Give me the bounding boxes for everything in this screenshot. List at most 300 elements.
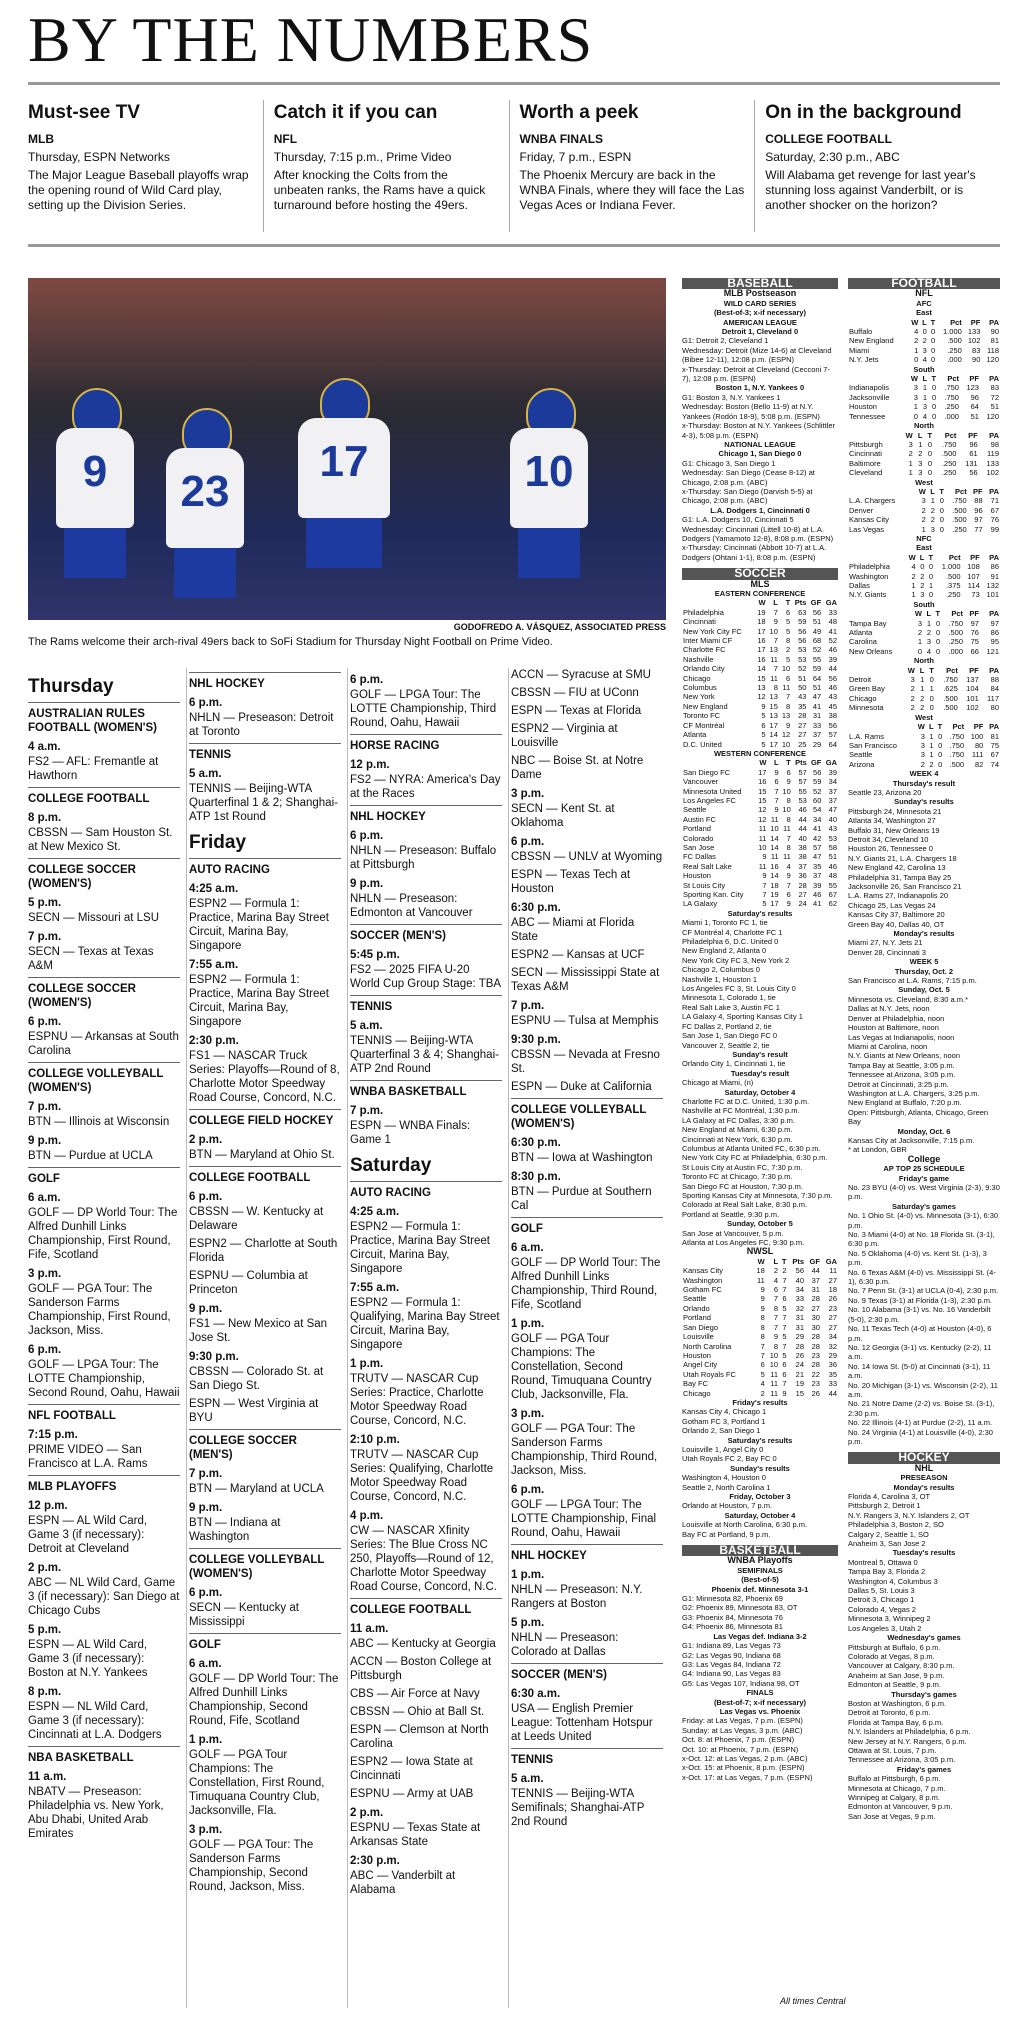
listing-event: SECN — Mississippi State at Texas A&M: [511, 967, 660, 993]
stat-subheading: WEEK 4: [909, 769, 939, 779]
listing-event: BTN — Purdue at Southern Cal: [511, 1186, 652, 1212]
standings-cell: 0: [939, 515, 944, 525]
standings-row: [682, 899, 838, 908]
standings-cell: 131: [965, 458, 978, 468]
listing-event: ESPN2 — Kansas at UCF: [511, 949, 645, 961]
standings-cell: 59: [812, 664, 822, 674]
standings-cell: 14: [770, 833, 779, 843]
standings-cell: 120: [986, 411, 999, 421]
stat-line: LA Galaxy at FC Dallas, 3:30 p.m.: [682, 1115, 795, 1125]
column-header: PF: [973, 722, 984, 732]
standings-cell: 28: [811, 1332, 820, 1342]
standings-row: [682, 1285, 838, 1294]
listing-time: 5 p.m.: [28, 897, 62, 909]
listing-event: ESPN — AL Wild Card, Game 3 (if necessary): Detroit at Cleveland: [28, 1515, 148, 1555]
standings-cell: 81: [990, 336, 999, 346]
stat-line: No. 10 Alabama (3-1) vs. No. 16 Vanderbilt (5-0), 2:30 p.m.: [848, 1305, 993, 1324]
standings-cell: 6: [786, 890, 791, 899]
stat-line: San Jose at Vancouver, 5 p.m.: [682, 1228, 784, 1238]
stat-subheading: (Best-of-7; x-if necessary): [713, 1697, 807, 1707]
sport-heading: GOLF: [28, 1167, 180, 1186]
stat-subheading: Sunday's results: [730, 1463, 790, 1473]
stat-line: Edmonton at Seattle, 9 p.m.: [848, 1680, 941, 1690]
listing-event: CBSSN — FIU at UConn: [511, 687, 639, 699]
conference-heading: EASTERN CONFERENCE: [714, 589, 806, 598]
standings-cell: 66: [970, 646, 979, 656]
stat-subheading: Tuesday's results: [892, 1548, 956, 1558]
standings-row: [848, 562, 1000, 571]
standings-cell: 86: [990, 562, 999, 572]
standings-cell: 67: [990, 750, 999, 760]
standings-cell: 0: [929, 675, 934, 685]
standings-cell: 53: [798, 645, 807, 655]
standings-row: [682, 843, 838, 852]
standings-cell: 29: [812, 739, 822, 749]
listing-event: ESPN — West Virginia at BYU: [189, 1398, 319, 1424]
listing-event: CBSSN — Ohio at Ball St.: [350, 1706, 485, 1718]
standings-row: [848, 675, 1000, 684]
standings-cell: 2: [920, 703, 925, 713]
stat-line: Las Vegas at Indianapolis, noon: [848, 1032, 955, 1042]
standings-cell: 14: [770, 871, 779, 881]
standings-cell: 99: [990, 524, 999, 534]
standings-cell: 38: [798, 852, 807, 862]
standings-cell: 2: [773, 1266, 779, 1276]
stat-line: G1: Boston 3, N.Y. Yankees 1: [682, 392, 781, 402]
standings-cell: 30: [811, 1322, 820, 1332]
column-header: PF: [968, 430, 978, 440]
standings-cell: 6: [786, 673, 791, 683]
team-name: Minnesota: [849, 703, 884, 713]
standings-cell: 28: [811, 1360, 820, 1370]
standings-cell: 111: [971, 750, 984, 760]
standings-cell: 23: [811, 1379, 820, 1389]
team-name: San Diego: [683, 1322, 719, 1332]
stat-subheading: (Best-of-3; x-if necessary): [713, 308, 807, 318]
stat-line: G5: Las Vegas 107, Indiana 98, OT: [682, 1678, 800, 1688]
standings-cell: 0: [938, 750, 943, 760]
standings-cell: 0: [931, 392, 937, 402]
stat-line: Winnipeg at Calgary, 8 p.m.: [848, 1793, 940, 1802]
standings-cell: 0: [914, 355, 919, 365]
sport-heading: HORSE RACING: [350, 734, 502, 753]
standings-row: [682, 824, 838, 833]
standings-cell: 37: [798, 861, 807, 871]
team-name: Detroit: [849, 675, 872, 685]
listing-event: TRUTV — NASCAR Cup Series: Qualifying, Charlotte Motor Speedway Road Course, Concord, N.C.: [350, 1449, 494, 1503]
stat-line: x-Thursday: Cincinnati (Abbott 10-7) at L.A. Dodgers (Ohtani 1-1), 8:08 p.m. (ESPN): [682, 543, 829, 562]
standings-cell: 3: [918, 468, 923, 478]
division-standings: [848, 487, 1000, 534]
listing-time: 6 p.m.: [28, 1016, 62, 1028]
listing-event: ESPN2 — Virginia at Louisville: [511, 723, 618, 749]
stat-line: No. 23 BYU (4-0) vs. West Virginia (2-3), 9:30 p.m.: [848, 1183, 1002, 1202]
feature-pick: [754, 100, 1000, 232]
listing-event: ESPN — WNBA Finals: Game 1: [350, 1120, 471, 1146]
standings-cell: 3: [918, 458, 923, 468]
standings-row: [848, 703, 1000, 712]
standings-row: [848, 402, 1000, 411]
standings-cell: 0: [931, 327, 936, 337]
stat-line: N.Y. Giants 21, L.A. Chargers 18: [848, 853, 957, 863]
standings-cell: 4: [786, 861, 791, 871]
standings-cell: 1: [920, 684, 925, 694]
standings-cell: 0: [939, 505, 944, 515]
stat-subheading: Sunday, Oct. 5: [898, 985, 950, 995]
standings-row: [848, 412, 1000, 421]
listing-event: BTN — Maryland at Ohio St.: [189, 1149, 335, 1161]
standings-cell: 1.000: [943, 327, 962, 337]
column-header: Pct: [955, 486, 967, 496]
standings-cell: 5: [762, 899, 767, 909]
standings-cell: 1: [930, 496, 935, 506]
sport-heading: COLLEGE SOCCER (WOMEN'S): [28, 858, 180, 891]
standings-cell: 2: [911, 571, 916, 581]
standings-cell: 5: [786, 626, 791, 636]
standings-row: [848, 506, 1000, 515]
stat-line: Philadelphia 31, Tampa Bay 25: [848, 872, 952, 882]
listing-event: ABC — Kentucky at Georgia: [350, 1638, 496, 1650]
jersey-number: 23: [180, 467, 230, 516]
column-header: PA: [989, 430, 999, 440]
standings-cell: 11: [770, 852, 779, 862]
sport-heading: COLLEGE VOLLEYBALL (WOMEN'S): [511, 1098, 663, 1131]
standings-cell: 3: [922, 345, 927, 355]
standings-cell: 0: [935, 628, 941, 638]
standings-cell: 55: [798, 786, 807, 796]
standings-row: [682, 1294, 838, 1303]
standings-cell: 11: [758, 833, 767, 843]
team-name: Seattle: [683, 805, 707, 815]
stat-line: Miami 1, Toronto FC 1, tie: [682, 918, 768, 928]
column-header: L: [919, 552, 925, 562]
standings-cell: 35: [828, 1369, 837, 1379]
stat-line: New Jersey at N.Y. Rangers, 6 p.m.: [848, 1736, 967, 1746]
standings-cell: 101: [986, 590, 999, 600]
standings-cell: 107: [967, 571, 980, 581]
standings-cell: 10: [769, 1350, 779, 1360]
stat-subheading: Wednesday's games: [887, 1633, 961, 1643]
standings-cell: 4: [914, 327, 919, 337]
team-name: Washington: [849, 571, 889, 581]
sport-heading: TENNIS: [189, 743, 341, 762]
standings-row: [682, 1332, 838, 1341]
standings-cell: 31: [811, 1285, 820, 1295]
sport-heading: TENNIS: [350, 995, 502, 1014]
standings-cell: 28: [798, 711, 807, 721]
listing-time: 4:25 a.m.: [350, 1206, 400, 1218]
listing-event: SECN — Kent St. at Oklahoma: [511, 803, 615, 829]
team-name: Philadelphia: [683, 607, 724, 617]
standings-cell: 7: [774, 795, 779, 805]
stat-line: Chicago 25, Las Vegas 24: [848, 900, 936, 910]
team-name: Washington: [683, 1275, 723, 1285]
standings-cell: 4: [773, 1275, 779, 1285]
listing-event: GOLF — LPGA Tour: The LOTTE Championship, Second Round, Oahu, Hawaii: [28, 1359, 180, 1399]
team-name: New England: [849, 336, 894, 346]
standings-cell: 96: [970, 392, 979, 402]
standings-cell: 3: [910, 675, 915, 685]
standings-cell: 26: [811, 1388, 820, 1398]
stat-line: No. 6 Texas A&M (4-0) vs. Mississippi St. (4-1), 6:30 p.m.: [848, 1267, 996, 1287]
standings-cell: 133: [986, 458, 999, 468]
listing-time: 6 a.m.: [28, 1192, 61, 1204]
standings-cell: 104: [966, 684, 979, 694]
standings-cell: 2: [782, 1266, 787, 1276]
standings-cell: 24: [798, 899, 807, 909]
standings-cell: 57: [813, 842, 822, 852]
team-name: Chicago: [849, 693, 877, 703]
standings-cell: 3: [922, 402, 928, 412]
stat-line: New England at Miami, 6:30 p.m.: [682, 1125, 793, 1135]
listing-time: 9 p.m.: [350, 878, 384, 890]
standings-cell: 15: [769, 701, 778, 711]
column-header: L: [930, 486, 935, 496]
standings-cell: 76: [970, 628, 979, 638]
standings-cell: 0: [928, 562, 934, 572]
standings-cell: 11: [770, 1379, 779, 1389]
standings-cell: 11: [770, 654, 778, 664]
stat-line: Houston 26, Tennessee 0: [848, 844, 933, 854]
standings-row: [682, 815, 838, 824]
standings-cell: 2: [921, 515, 926, 525]
standings-cell: 29: [828, 1350, 837, 1360]
column-header: PA: [989, 722, 999, 732]
standings-cell: 44: [828, 664, 837, 674]
title-rule: [28, 82, 1000, 85]
column-header: Pct: [950, 317, 962, 327]
sport-heading: COLLEGE VOLLEYBALL (WOMEN'S): [28, 1062, 180, 1095]
standings-cell: 32: [828, 1341, 837, 1351]
stat-line: New York City FC 3, New York 2: [682, 955, 790, 965]
standings-cell: 3: [920, 750, 925, 760]
listing-event: ESPNU — Columbia at Princeton: [189, 1270, 308, 1296]
standings-cell: 9: [774, 805, 779, 815]
standings-cell: 31: [812, 711, 822, 721]
standings-cell: 7: [782, 1313, 787, 1323]
column-header: W: [905, 430, 913, 440]
listing-time: 5 p.m.: [28, 1624, 62, 1636]
standings-cell: 82: [974, 759, 984, 769]
standings-cell: 2: [910, 684, 915, 694]
column-header: PA: [989, 609, 999, 619]
column-header: L: [773, 1256, 779, 1266]
standings-cell: 76: [990, 515, 999, 525]
standings-cell: 63: [798, 607, 807, 617]
listing-time: 6:30 p.m.: [511, 902, 561, 914]
standings-cell: 10: [781, 739, 791, 749]
standings-cell: .250: [947, 345, 962, 355]
column-header: W: [918, 486, 926, 496]
stat-line: Tennessee at Arizona, 3:05 p.m.: [848, 1070, 956, 1080]
standings-cell: 96: [974, 505, 983, 515]
column-header: L: [919, 665, 925, 675]
team-name: N.Y. Giants: [849, 590, 887, 600]
column-header: GF: [810, 598, 822, 608]
standings-cell: 41: [813, 824, 822, 834]
standings-cell: 0: [931, 402, 937, 412]
standings-cell: 26: [828, 1294, 837, 1304]
standings-cell: 117: [987, 693, 999, 703]
standings-row: [682, 1304, 838, 1313]
standings-cell: 80: [974, 740, 984, 750]
column-header: PF: [973, 486, 983, 496]
standings-cell: 11: [782, 824, 791, 834]
stat-subheading: AMERICAN LEAGUE: [723, 317, 797, 327]
listing-time: 2 p.m.: [350, 1807, 384, 1819]
basketball-section: SEMIFINALS: [737, 1565, 783, 1575]
player-figure: [298, 378, 390, 568]
standings-cell: 62: [828, 899, 837, 909]
stat-subheading: Sunday's results: [894, 797, 954, 807]
standings-cell: 36: [798, 871, 807, 881]
stat-subheading: Sunday, October 5: [727, 1219, 793, 1229]
division-heading: North: [914, 421, 934, 431]
standings-cell: 8: [760, 1322, 765, 1332]
column-header: GA: [825, 1256, 837, 1266]
listing-event: CW — NASCAR Xfinity Series: The Blue Cross NC 250, Playoffs—Round of 12, Charlotte Motor Speedway Road Course, Concord, N.C.: [350, 1525, 498, 1593]
listing-column: [350, 668, 502, 1901]
standings-cell: 31: [795, 1313, 805, 1323]
stat-line: x-Oct. 12: at Las Vegas, 2 p.m. (ABC): [682, 1753, 808, 1763]
standings-cell: 2: [929, 759, 934, 769]
times-footnote: All times Central: [780, 1996, 846, 2006]
column-divider: [347, 668, 348, 2008]
stat-line: New England at Buffalo, 7:20 p.m.: [848, 1098, 962, 1108]
stat-line: Toronto FC at Chicago, 7:30 p.m.: [682, 1172, 793, 1182]
baseball-header: BASEBALL: [682, 278, 838, 289]
column-header: GF: [810, 758, 822, 768]
stat-subheading: Las Vegas vs. Phoenix: [719, 1706, 801, 1716]
stat-line: Wednesday: Boston (Bello 11-9) at N.Y. Yankees (Rodón 18-9), 5:08 p.m. (ESPN): [682, 402, 820, 421]
standings-cell: 55: [828, 880, 837, 890]
listing-event: NHLN — Preseason: Colorado at Dallas: [511, 1632, 619, 1658]
standings-cell: 0: [931, 345, 936, 355]
listing-event: GOLF — LPGA Tour: The LOTTE Championship, Final Round, Oahu, Hawaii: [511, 1499, 657, 1539]
sport-heading: GOLF: [511, 1217, 663, 1236]
standings-row: [848, 468, 1000, 477]
listing-event: BTN — Illinois at Wisconsin: [28, 1116, 170, 1128]
standings-cell: 2: [922, 336, 927, 346]
stat-line: Ottawa at St. Louis, 7 p.m.: [848, 1745, 937, 1755]
standings-row: [682, 834, 838, 843]
listing-event: CBSSN — Colorado St. at San Diego St.: [189, 1366, 324, 1392]
division-heading: East: [916, 543, 932, 553]
standings-cell: 64: [970, 402, 979, 412]
standings-row: [848, 346, 1000, 355]
standings-cell: 44: [811, 1266, 820, 1276]
column-header: W: [908, 552, 916, 562]
standings-cell: 18: [770, 880, 779, 890]
standings-cell: 57: [798, 777, 807, 787]
standings-cell: 74: [990, 759, 999, 769]
stat-line: New England 2, Atlanta 0: [682, 946, 767, 956]
standings-cell: 3: [921, 496, 926, 506]
standings-cell: 11: [770, 1369, 779, 1379]
standings-cell: .500: [952, 505, 967, 515]
column-divider: [186, 668, 187, 2008]
standings-row: [848, 619, 1000, 628]
standings-cell: 0: [927, 468, 933, 478]
standings-cell: 7: [786, 833, 791, 843]
stat-subheading: WEEK 5: [909, 957, 939, 967]
standings-cell: 1: [929, 740, 934, 750]
stat-line: Denver 28, Cincinnati 3: [848, 947, 926, 957]
standings-cell: 1: [929, 684, 934, 694]
team-name: Sporting Kan. City: [683, 890, 744, 899]
standings-cell: 39: [828, 767, 837, 777]
feature-heading: Worth a peek: [519, 102, 639, 123]
standings-cell: 9: [762, 871, 767, 881]
standings-row: [682, 692, 838, 701]
stat-line: Nashville at FC Montréal, 1:30 p.m.: [682, 1106, 800, 1116]
standings-cell: 0: [931, 383, 937, 393]
standings-cell: 27: [828, 1313, 837, 1323]
column-header: W: [757, 1256, 765, 1266]
standings-cell: 27: [798, 890, 807, 899]
feature-pick: [28, 100, 263, 232]
listing-event: CBSSN — W. Kentucky at Delaware: [189, 1206, 324, 1232]
standings-cell: 14: [770, 842, 779, 852]
standings-cell: 2: [914, 336, 919, 346]
team-name: Houston: [683, 1350, 711, 1360]
feature-pick: [263, 100, 509, 232]
stat-line: Buffalo 31, New Orleans 19: [848, 825, 940, 835]
stat-line: Los Angeles 3, Utah 2: [848, 1623, 922, 1633]
standings-cell: 9: [760, 1294, 765, 1304]
standings-cell: 75: [990, 740, 999, 750]
standings-cell: 40: [798, 833, 807, 843]
standings-cell: 15: [757, 673, 766, 683]
stat-line: Oct. 8: at Phoenix, 7 p.m. (ESPN): [682, 1735, 795, 1745]
stat-subheading: Boston 1, N.Y. Yankees 0: [715, 383, 805, 393]
football-header: FOOTBALL: [848, 278, 1000, 289]
team-name: Real Salt Lake: [683, 861, 732, 871]
standings-cell: 9: [786, 899, 791, 909]
soccer-subheading: MLS: [750, 578, 770, 589]
standings-cell: 51: [828, 852, 837, 862]
standings-cell: 8: [773, 683, 778, 693]
listing-event: ABC — Vanderbilt at Alabama: [350, 1870, 456, 1896]
standings-cell: 29: [795, 1332, 805, 1342]
standings-cell: 2: [760, 1388, 765, 1398]
standings-cell: 33: [795, 1294, 805, 1304]
sport-heading: COLLEGE SOCCER (WOMEN'S): [28, 977, 180, 1010]
listing-event: CBSSN — UNLV at Wyoming: [511, 851, 663, 863]
stat-line: Dallas 5, St. Louis 3: [848, 1586, 915, 1596]
day-heading: Saturday: [350, 1155, 432, 1176]
team-name: New Orleans: [849, 646, 893, 656]
conference-heading: NFC: [916, 533, 932, 543]
standings-cell: 56: [828, 720, 837, 730]
column-header: W: [758, 598, 766, 608]
standings-cell: 17: [758, 767, 767, 777]
team-name: Philadelphia: [849, 562, 890, 572]
stat-line: CF Montréal 4, Charlotte FC 1: [682, 927, 783, 937]
standings-cell: 1: [918, 439, 923, 449]
stat-subheading: Saturday, October 4: [724, 1510, 796, 1520]
standings-cell: .500: [943, 693, 958, 703]
team-name: Kansas City: [683, 1266, 724, 1276]
stat-line: G1: Minnesota 82, Phoenix 69: [682, 1594, 783, 1604]
standings-cell: 2: [918, 449, 923, 459]
column-header: L: [928, 722, 934, 732]
standings-cell: 88: [990, 675, 999, 685]
column-header: GA: [825, 598, 837, 608]
standings-cell: 11: [782, 852, 791, 862]
column-header: T: [781, 1256, 787, 1266]
listing-event: ESPN2 — Formula 1: Qualifying, Marina Bay Street Circuit, Marina Bay, Singapore: [350, 1297, 500, 1351]
